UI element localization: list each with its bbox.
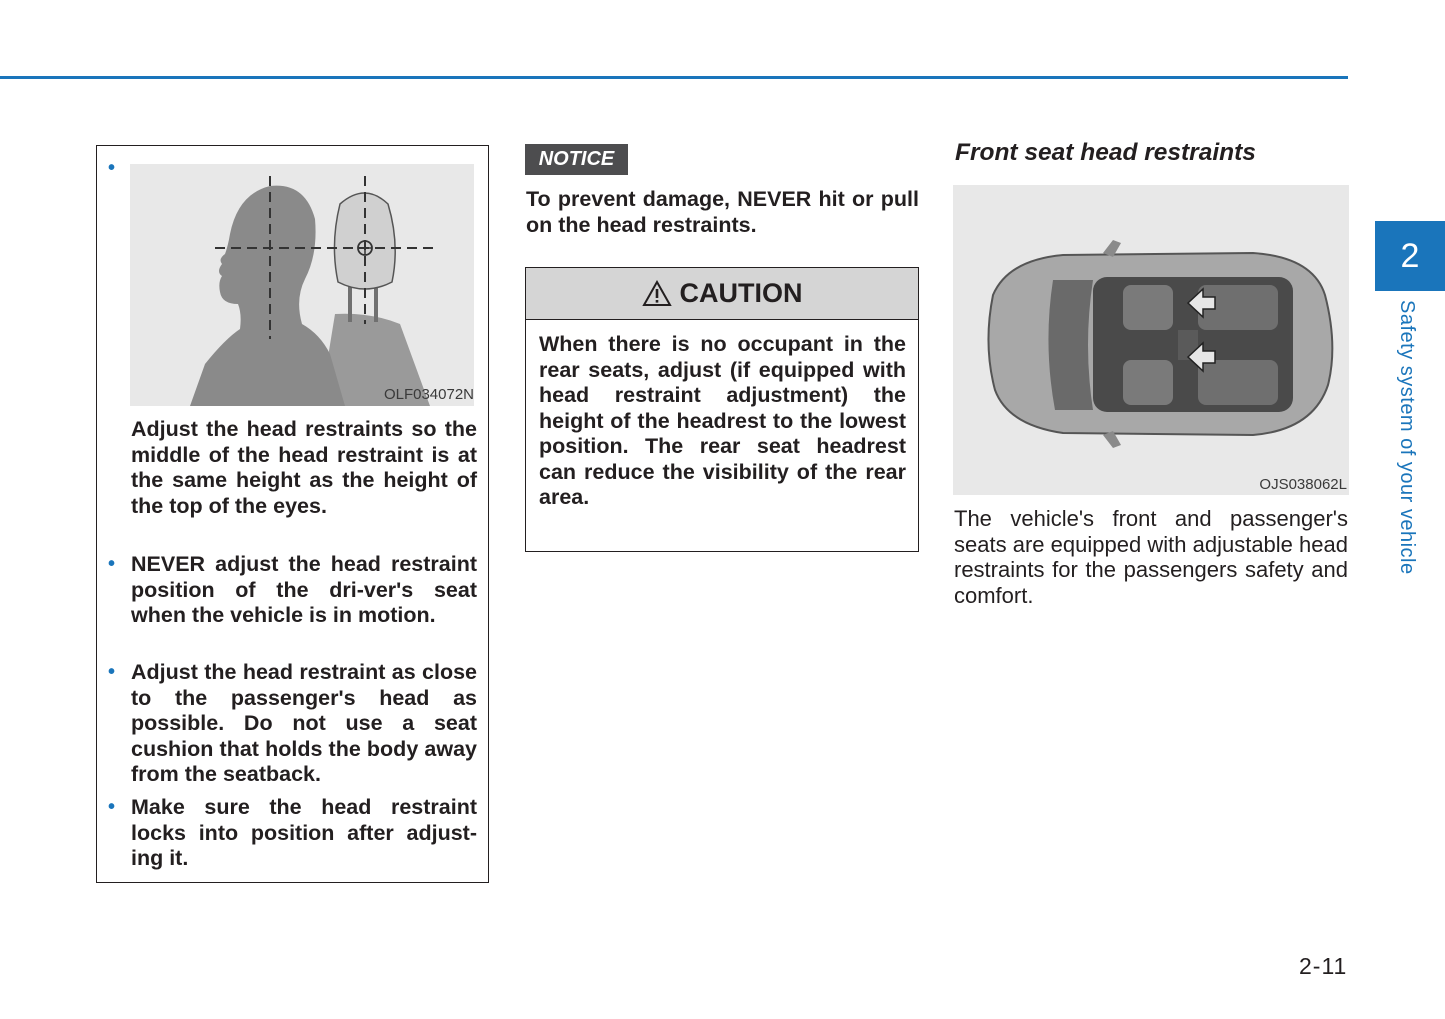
caution-text: When there is no occupant in the rear seats, adjust (if equipped with head restraint adjustment) the height of the headrest to the lowest position. The rear seat headrest can reduce the visibility of the rear area.	[539, 332, 906, 509]
section-body: The vehicle's front and passenger's seats are equipped with adjustable head restraints for the passengers safety and comfort.	[954, 506, 1348, 608]
caution-title: CAUTION	[679, 278, 803, 308]
caution-box	[525, 267, 919, 552]
notice-text: To prevent damage, NEVER hit or pull on the head restraints.	[526, 187, 919, 237]
bullet-figure: •	[108, 157, 116, 179]
caution-header	[526, 268, 918, 320]
list-item: Make sure the head restraint locks into position after adjust-ing it.	[131, 795, 477, 870]
notice-label: NOTICE	[525, 144, 628, 175]
head-restraint-adjustment-figure	[130, 164, 474, 406]
section-title: Front seat head restraints	[955, 139, 1256, 166]
header-rule	[0, 76, 1348, 79]
bullet: •	[108, 553, 116, 575]
warning-triangle-icon	[642, 280, 672, 307]
list-item: Adjust the head restraint as close to the passenger's head as possible. Do not use a seat cushion that holds the body away from the seatback.	[131, 660, 477, 786]
figure-code: OJS038062L	[1259, 476, 1347, 493]
chapter-label: Safety system of your vehicle	[1396, 300, 1418, 575]
page-number: 2-11	[1299, 953, 1348, 979]
list-item: NEVER adjust the head restraint position of the dri-ver's seat when the vehicle is in motion.	[131, 552, 477, 627]
bullet: •	[108, 661, 116, 683]
figure-code: OLF034072N	[383, 386, 474, 403]
person-profile-illustration	[130, 164, 474, 406]
chapter-tab[interactable]: 2	[1375, 221, 1445, 291]
vehicle-top-view-figure	[953, 185, 1349, 495]
bullet: •	[108, 796, 116, 818]
car-top-view-illustration	[953, 185, 1349, 495]
list-item: Adjust the head restraints so the middle of the head restraint is at the same height as the height of the top of the eyes.	[131, 417, 477, 518]
